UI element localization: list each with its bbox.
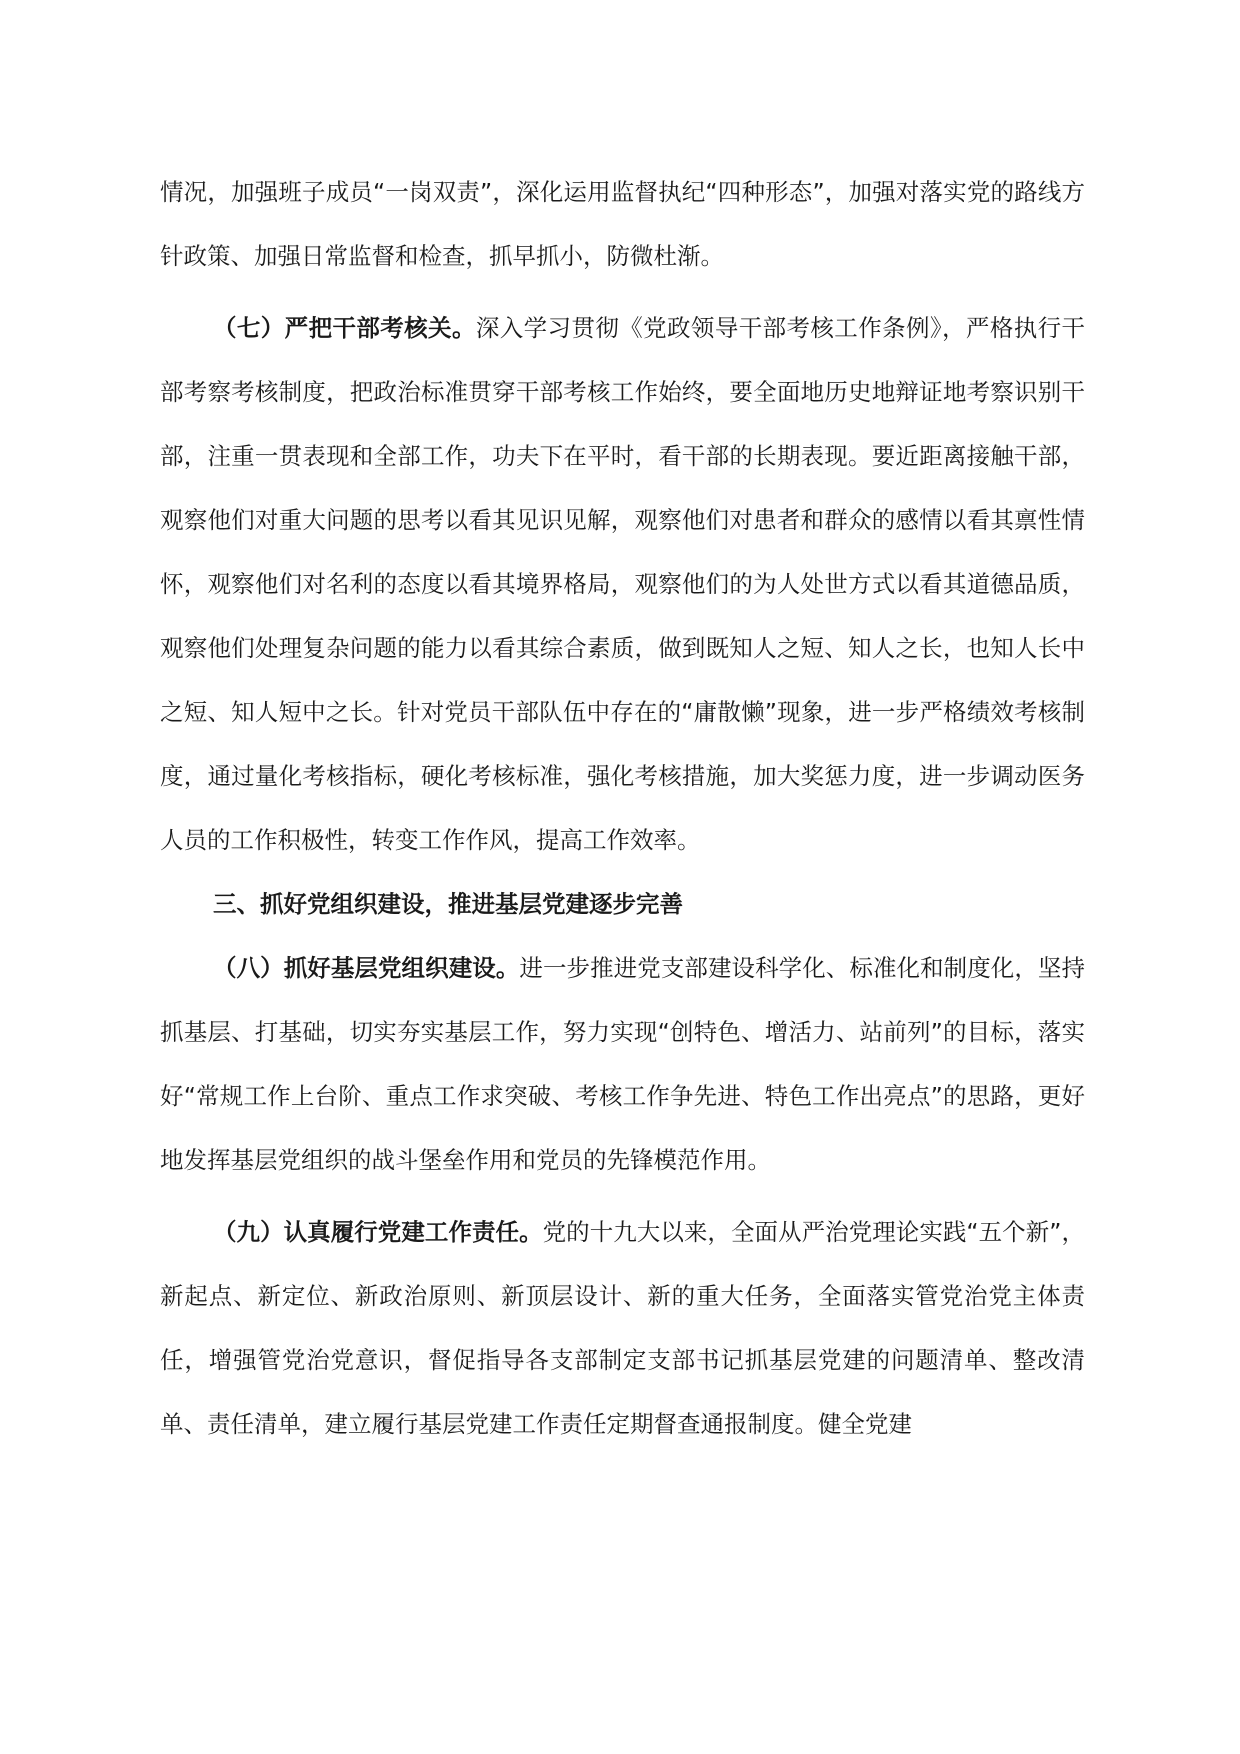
paragraph-cadre-assessment — [160, 296, 1085, 872]
paragraph-text: 深入学习贯彻《党政领导干部考核工作条例》，严格执行干部考察考核制度，把政治标准贯穿干部考核工作始终，要全面地历史地辩证地考察识别干部，注重一贯表现和全部工作，功夫下在平时，看干部的长期表现。要近距离接触干部，观察他们对重大问题的思考以看其见识见解，观察他们对患者和群众的感情以看其禀性情怀，观察他们对名利的态度以看其境界格局，观察他们的为人处世方式以看其道德品质，观察他们处理复杂问题的能力以看其综合素质，做到既知人之短、知人之长，也知人长中之短、知人短中之长。针对党员干部队伍中存在的“庸散懒”现象，进一步严格绩效考核制度，通过量化考核指标，硬化考核标准，强化考核措施，加大奖惩力度，进一步调动医务人员的工作积极性，转变工作作风，提高工作效率。 — [160, 314, 1086, 854]
paragraph-title: （八）抓好基层党组织建设。 — [213, 954, 520, 982]
paragraph-title: （九）认真履行党建工作责任。 — [213, 1218, 543, 1246]
paragraph-text: 进一步推进党支部建设科学化、标准化和制度化，坚持抓基层、打基础，切实夯实基层工作，努力实现“创特色、增活力、站前列”的目标，落实好“常规工作上台阶、重点工作求突破、考核工作争先进、特色工作出亮点”的思路，更好地发挥基层党组织的战斗堡垒作用和党员的先锋模范作用。 — [160, 954, 1086, 1174]
paragraph-continuation — [160, 160, 1085, 288]
paragraph-title: （七）严把干部考核关。 — [213, 314, 476, 342]
section-heading: 三、抓好党组织建设，推进基层党建逐步完善 — [213, 890, 683, 918]
paragraph-party-responsibility — [160, 1200, 1085, 1456]
paragraph-text: 情况，加强班子成员“一岗双责”，深化运用监督执纪“四种形态”，加强对落实党的路线方针政策、加强日常监督和检查，抓早抓小，防微杜渐。 — [160, 178, 1085, 270]
paragraph-text: 党的十九大以来，全面从严治党理论实践“五个新”，新起点、新定位、新政治原则、新顶层设计、新的重大任务，全面落实管党治党主体责任，增强管党治党意识，督促指导各支部制定支部书记抓基层党建的问题清单、整改清单、责任清单，建立履行基层党建工作责任定期督查通报制度。健全党建 — [160, 1218, 1085, 1438]
paragraph-grassroots-organization — [160, 936, 1085, 1192]
